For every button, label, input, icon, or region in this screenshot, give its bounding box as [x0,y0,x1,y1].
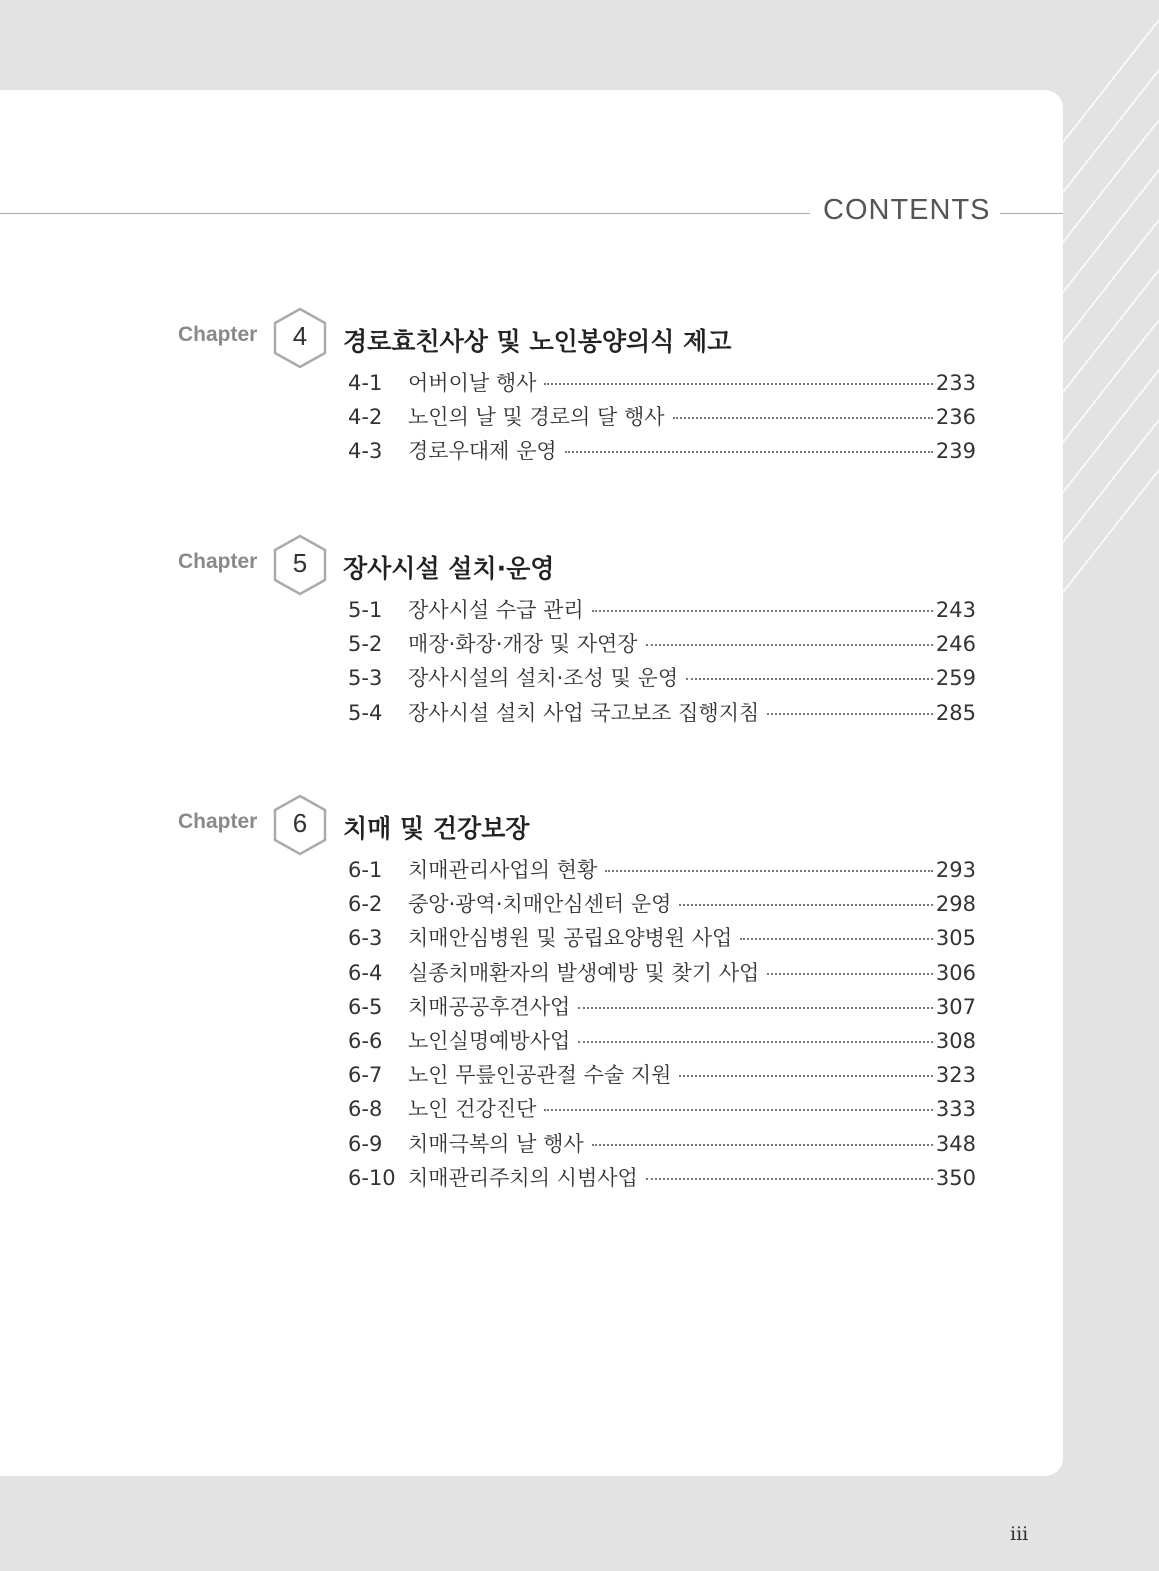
dot-leader [679,1075,932,1077]
entry-title: 치매공공후견사업 [408,994,571,1019]
toc-entry[interactable] [348,401,976,435]
toc-entry[interactable] [348,1025,976,1059]
toc-entry[interactable] [348,1059,976,1093]
entry-title: 장사시설 설치 사업 국고보조 집행지침 [408,700,760,725]
entry-title: 매장·화장·개장 및 자연장 [408,632,638,657]
dot-leader [544,1109,933,1111]
entry-number: 6-2 [348,892,383,917]
contents-title: CONTENTS [823,194,991,226]
entry-number: 4-1 [348,371,383,395]
dot-leader [673,417,933,419]
entry-title: 장사시설의 설치·조성 및 운영 [408,666,679,691]
entry-page: 350 [935,1165,976,1190]
entry-number: 4-3 [348,439,383,464]
chapter-number: 6 [292,808,308,838]
toc-entry[interactable] [348,854,976,888]
entry-page: 323 [935,1063,976,1088]
chapter-items [348,854,976,1196]
toc-entry[interactable] [348,662,976,696]
entry-number: 4-2 [348,405,383,430]
entry-number: 6-4 [348,960,383,985]
entry-title: 치매관리사업의 현황 [408,858,598,882]
dot-leader [767,713,933,715]
dot-leader [592,1144,933,1146]
entry-title: 노인의 날 및 경로의 달 행사 [408,405,665,430]
toc-entry[interactable] [348,1093,976,1127]
chapter-title: 장사시설 설치·운영 [343,554,555,583]
toc-entry[interactable] [348,922,976,956]
toc-entry[interactable] [348,957,976,991]
dot-leader [679,904,932,906]
entry-number: 6-8 [348,1097,383,1122]
contents-page [0,90,1063,1545]
decorative-stripes [1049,0,1159,620]
toc-entry[interactable] [348,991,976,1025]
dot-leader [592,610,933,612]
dot-leader [740,938,933,940]
entry-page: 348 [935,1131,976,1156]
entry-number: 5-4 [348,700,383,725]
chapter-number: 4 [292,321,308,351]
toc-entry[interactable] [348,367,976,401]
entry-page: 259 [935,666,976,691]
toc-entry[interactable] [348,888,976,922]
chapter-title: 치매 및 건강보장 [343,814,530,843]
entry-page: 239 [935,439,976,464]
entry-page: 298 [935,892,976,917]
entry-number: 5-3 [348,666,383,691]
entry-title: 경로우대제 운영 [408,439,557,464]
entry-number: 6-1 [348,858,383,882]
toc-entry[interactable] [348,594,976,628]
entry-page: 305 [935,926,976,951]
entry-title: 치매안심병원 및 공립요양병원 사업 [408,926,733,951]
entry-page: 306 [935,960,976,985]
entry-title: 치매극복의 날 행사 [408,1131,584,1156]
toc-entry[interactable] [348,697,976,731]
entry-title: 어버이날 행사 [408,371,537,395]
toc-entry[interactable] [348,435,976,469]
entry-title: 노인 무릎인공관절 수술 지원 [408,1063,672,1088]
entry-title: 노인실명예방사업 [408,1028,571,1053]
header-rule-right [1000,213,1063,214]
dot-leader [544,383,933,385]
toc-entry[interactable] [348,628,976,662]
entry-page: 236 [935,405,976,430]
entry-number: 5-1 [348,598,383,622]
chapter-number: 5 [292,548,308,578]
dot-leader [565,451,933,453]
entry-number: 5-2 [348,632,383,657]
entry-title: 실종치매환자의 발생예방 및 찾기 사업 [408,960,760,985]
entry-page: 246 [935,632,976,657]
entry-title: 치매관리주치의 시범사업 [408,1165,638,1190]
entry-number: 6-6 [348,1028,383,1053]
dot-leader [578,1041,933,1043]
entry-page: 308 [935,1028,976,1053]
dot-leader [767,973,933,975]
entry-page: 333 [935,1097,976,1122]
entry-page: 233 [935,371,976,395]
dot-leader [646,644,933,646]
chapter-label: Chapter [178,810,258,833]
entry-page: 293 [935,858,976,882]
entry-number: 6-7 [348,1063,383,1088]
entry-title: 중앙·광역·치매안심센터 운영 [408,892,672,917]
entry-page: 307 [935,994,976,1019]
chapter-label: Chapter [178,323,258,346]
dot-leader [578,1007,933,1009]
entry-number: 6-5 [348,994,383,1019]
page-number: iii [1010,1523,1029,1545]
entry-number: 6-9 [348,1131,383,1156]
toc-entry[interactable] [348,1128,976,1162]
entry-title: 노인 건강진단 [408,1097,537,1122]
entry-number: 6-10 [348,1165,396,1190]
dot-leader [646,1178,933,1180]
chapter-label: Chapter [178,550,258,573]
entry-page: 243 [935,598,976,622]
chapter-items [348,367,976,470]
chapter-title: 경로효친사상 및 노인봉양의식 제고 [343,327,732,356]
entry-title: 장사시설 수급 관리 [408,598,584,622]
dot-leader [686,678,933,680]
entry-number: 6-3 [348,926,383,951]
header-rule-left [0,213,810,214]
entry-page: 285 [935,700,976,725]
chapter-items [348,594,976,731]
dot-leader [605,870,933,872]
toc-entry[interactable] [348,1162,976,1196]
